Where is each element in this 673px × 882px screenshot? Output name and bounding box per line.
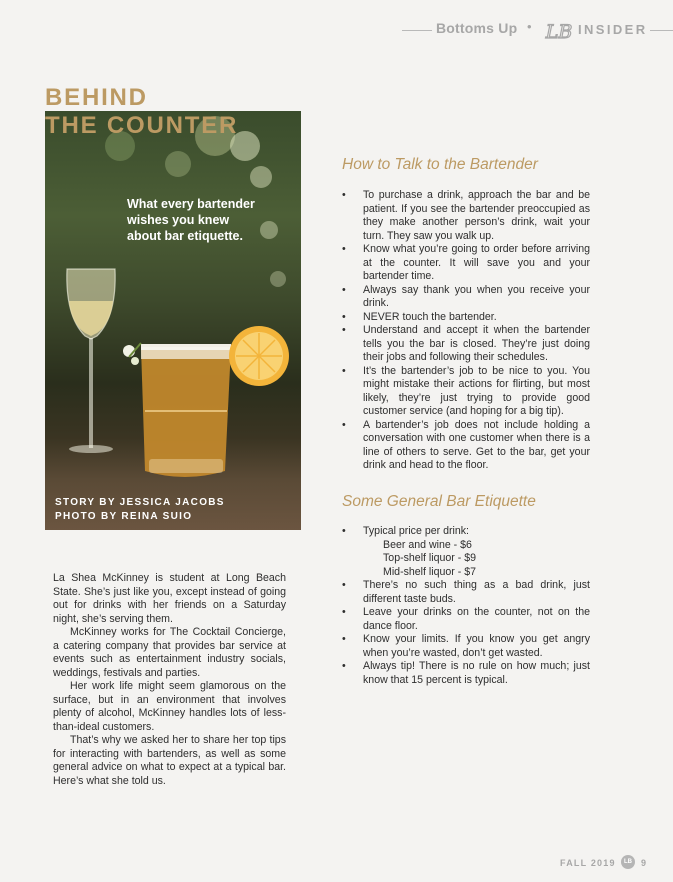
header-rule-left [402, 30, 432, 31]
cocktail-photo [45, 111, 301, 530]
lb-logo-icon [543, 19, 575, 43]
lb-logo-letters: LB [545, 21, 573, 43]
photo-credits [55, 496, 225, 524]
story-credit: STORY BY JESSICA JACOBS [55, 497, 225, 508]
photo-credit: PHOTO BY REINA SUIO [55, 511, 193, 522]
list-item: • Always say thank you when you receive your drink. [342, 284, 590, 311]
section-heading-bartender: How to Talk to the Bartender [342, 156, 538, 173]
bartender-tips-list [342, 189, 590, 473]
article-title [45, 84, 238, 140]
list-item-price-intro: • Typical price per drink: [342, 525, 590, 539]
list-item: • Understand and accept it when the bartender tells you the bar is closed. They’re just doing their jobs and following their schedules. [342, 324, 590, 365]
list-item: • Know your limits. If you know you get angry when you’re wasted, don’t get wasted. [342, 633, 590, 660]
header-bullet: • [527, 19, 532, 34]
footer-issue: FALL 2019 [560, 858, 616, 868]
body-paragraph: La Shea McKinney is student at Long Beach State. She’s just like you, except instead of going out for drinks with her friends on a Saturday night, she’s serving them. [53, 572, 286, 625]
title-line-2: THE COUNTER [45, 112, 239, 139]
header-rule-right [650, 30, 673, 31]
price-item: Beer and wine - $6 [383, 538, 472, 551]
article-body [53, 572, 286, 788]
footer-logo-icon: LB [621, 855, 635, 869]
body-paragraph: That’s why we asked her to share her top tips for interacting with bartenders, as well as some general advice on what to expect at a typical bar. Here’s what she told us. [53, 734, 286, 787]
list-item: • To purchase a drink, approach the bar and be patient. If you see the bartender preoccupied as they make another person’s drink, wait your turn. They saw you walk up. [342, 189, 590, 243]
header-insider-label: INSIDER [578, 22, 648, 37]
header-section-name: Bottoms Up [436, 20, 518, 36]
etiquette-list [342, 525, 590, 687]
page-number: 9 [641, 858, 647, 868]
price-item: Top-shelf liquor - $9 [383, 552, 477, 564]
list-item: • Always tip! There is no rule on how much; just know that 15 percent is typical. [342, 660, 590, 687]
drinks-illustration [45, 111, 301, 530]
list-item: • A bartender’s job does not include holding a conversation with one customer when there is a line of others to serve. Get to the bar, get your drink and head to the floor. [342, 419, 590, 473]
price-item: Mid-shelf liquor - $7 [383, 565, 477, 578]
body-paragraph: McKinney works for The Cocktail Concierge, a catering company that provides bar service at events such as entertainment industry socials, weddings, festivals and parties. [53, 626, 286, 679]
section-heading-etiquette: Some General Bar Etiquette [342, 493, 536, 510]
title-line-1: BEHIND [45, 84, 148, 111]
list-item: • Know what you’re going to order before arriving at the counter. It will save you and your bartender time. [342, 243, 590, 284]
list-item: • Leave your drinks on the counter, not on the dance floor. [342, 606, 590, 633]
body-paragraph: Her work life might seem glamorous on the surface, but in an environment that involves plenty of alcohol, McKinney handles lots of less-than-ideal customers. [53, 680, 286, 733]
photo-subtitle: What every bartender wishes you knew about bar etiquette. [127, 197, 255, 243]
list-item: • NEVER touch the bartender. [342, 311, 590, 325]
list-item: • It’s the bartender’s job to be nice to you. You might mistake their actions for flirting, but most likely, they’re just trying to provide good customer service (and hoping for a big tip). [342, 365, 590, 419]
list-item: • There’s no such thing as a bad drink, just different taste buds. [342, 579, 590, 606]
